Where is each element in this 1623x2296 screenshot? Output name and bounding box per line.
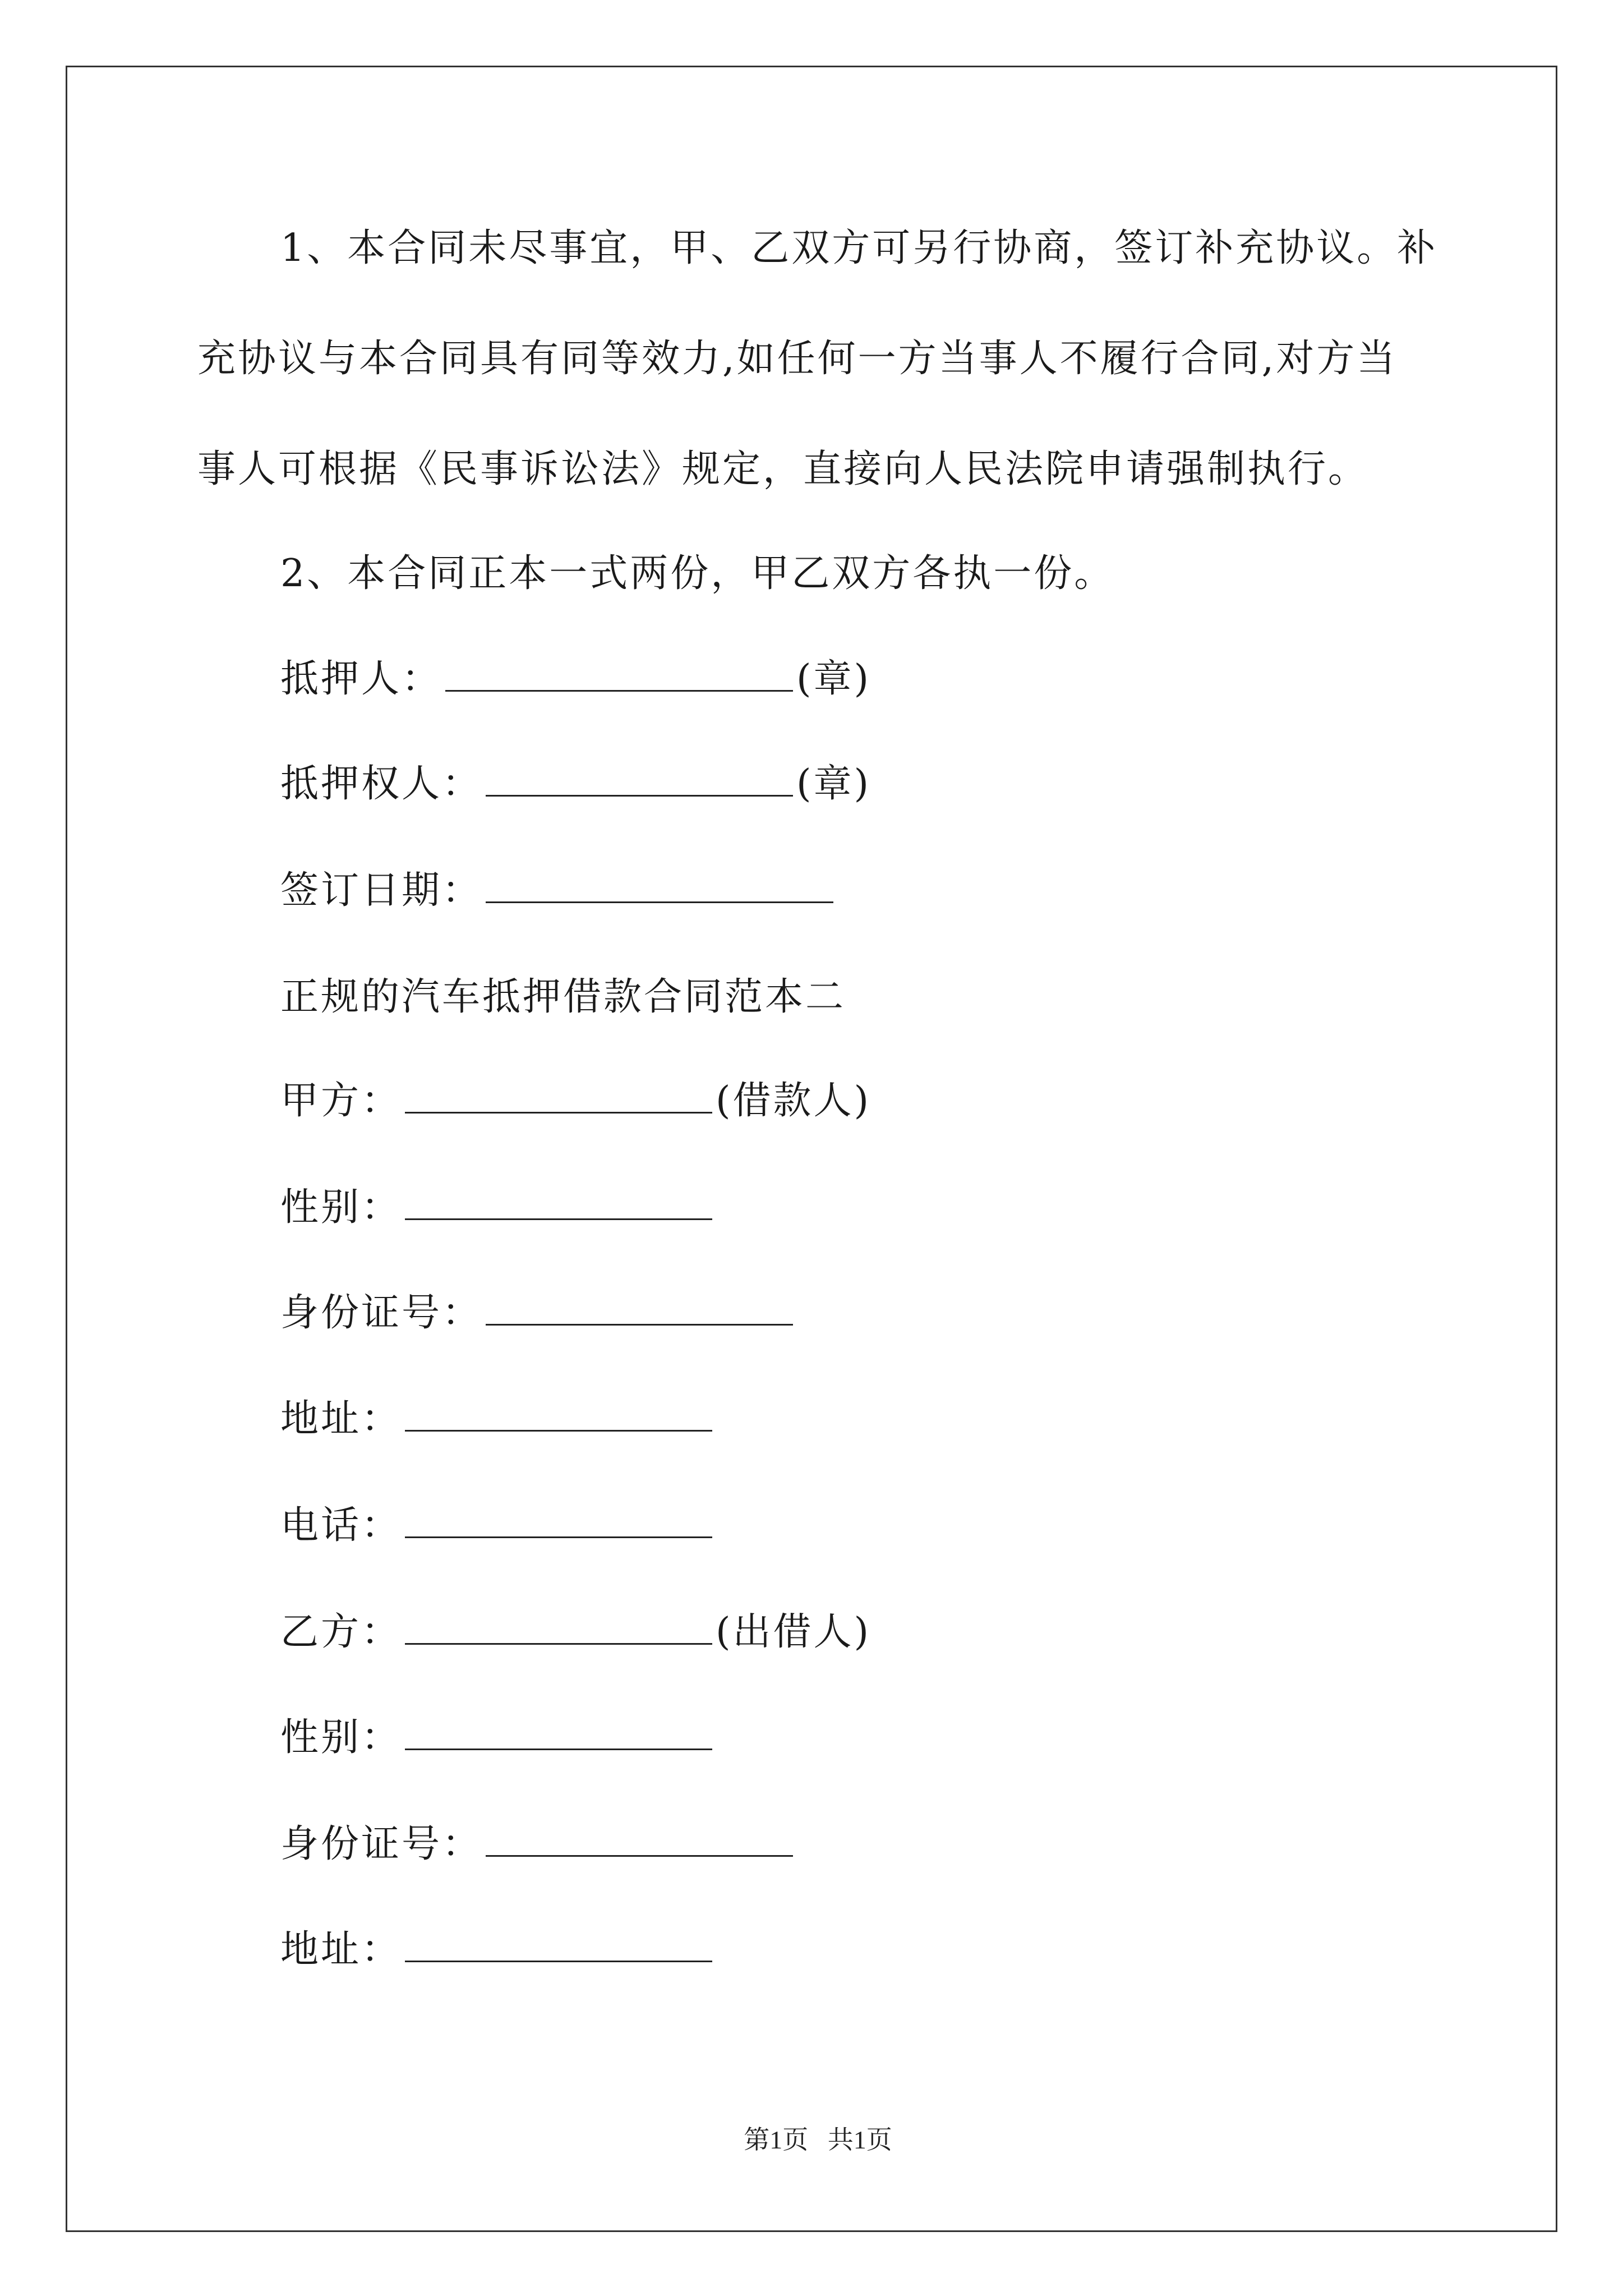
party-a-gender-line [280,1181,716,1235]
party-b-id-line [280,1818,796,1871]
sign-date-line [280,864,837,918]
party-b-id-label: 身份证号： [280,1822,483,1866]
party-a-line [280,1074,871,1128]
party-a-address-blank[interactable] [405,1394,712,1432]
party-b-gender-label: 性别： [280,1715,402,1760]
sign-date-label: 签订日期： [280,868,483,913]
party-a-gender-label: 性别： [280,1185,402,1230]
party-b-gender-line [280,1711,716,1765]
party-b-gender-blank[interactable] [405,1713,712,1750]
party-b-blank[interactable] [405,1607,712,1645]
party-a-id-label: 身份证号： [280,1291,483,1335]
mortgagor-line [280,652,871,706]
mortgagee-blank[interactable] [486,759,793,797]
clause-1-line-2 [197,332,1431,386]
party-b-address-blank[interactable] [405,1925,712,1962]
party-b-label: 乙方： [280,1610,402,1654]
party-a-phone-line [280,1499,716,1553]
party-b-address-label: 地址： [280,1927,402,1972]
mortgagee-label: 抵押权人： [280,762,483,806]
clause-1-text-2: 充协议与本合同具有同等效力,如任何一方当事人不履行合同,对方当 [197,337,1398,381]
party-a-gender-blank[interactable] [405,1182,712,1220]
clause-1-text-1: 1、本合同未尽事宜，甲、乙双方可另行协商，签订补充协议。补 [280,226,1438,270]
mortgagor-blank[interactable] [445,654,793,692]
party-a-label: 甲方： [280,1079,402,1123]
section-title-text: 正规的汽车抵押借款合同范本二 [280,975,846,1019]
mortgagor-label: 抵押人： [280,657,442,701]
party-a-id-blank[interactable] [486,1288,793,1326]
party-a-phone-label: 电话： [280,1503,402,1548]
clause-1-text-3: 事人可根据《民事诉讼法》规定，直接向人民法院申请强制执行。 [197,447,1369,491]
party-a-role: (借款人) [716,1079,872,1123]
section-title [280,970,846,1024]
clause-1-line-1 [197,222,1438,275]
party-b-id-blank[interactable] [486,1819,793,1857]
party-a-address-line [280,1392,716,1446]
page-footer [0,2090,1623,2157]
sign-date-blank[interactable] [486,866,833,903]
mortgagee-seal: (章) [796,762,872,806]
mortgagor-seal: (章) [796,657,872,701]
party-a-id-line [280,1286,796,1340]
party-b-role: (出借人) [716,1610,872,1654]
party-a-address-label: 地址： [280,1397,402,1441]
party-a-phone-blank[interactable] [405,1501,712,1538]
page-border [66,66,1557,2232]
party-b-address-line [280,1923,716,1977]
clause-2-text: 2、本合同正本一式两份，甲乙双方各执一份。 [280,551,1115,596]
clause-2-line [197,547,1431,601]
party-a-blank[interactable] [405,1076,712,1114]
clause-1-line-3 [197,443,1431,496]
mortgagee-line [280,757,871,811]
party-b-line [280,1605,871,1659]
page-number: 第1页 共1页 [744,2125,892,2154]
